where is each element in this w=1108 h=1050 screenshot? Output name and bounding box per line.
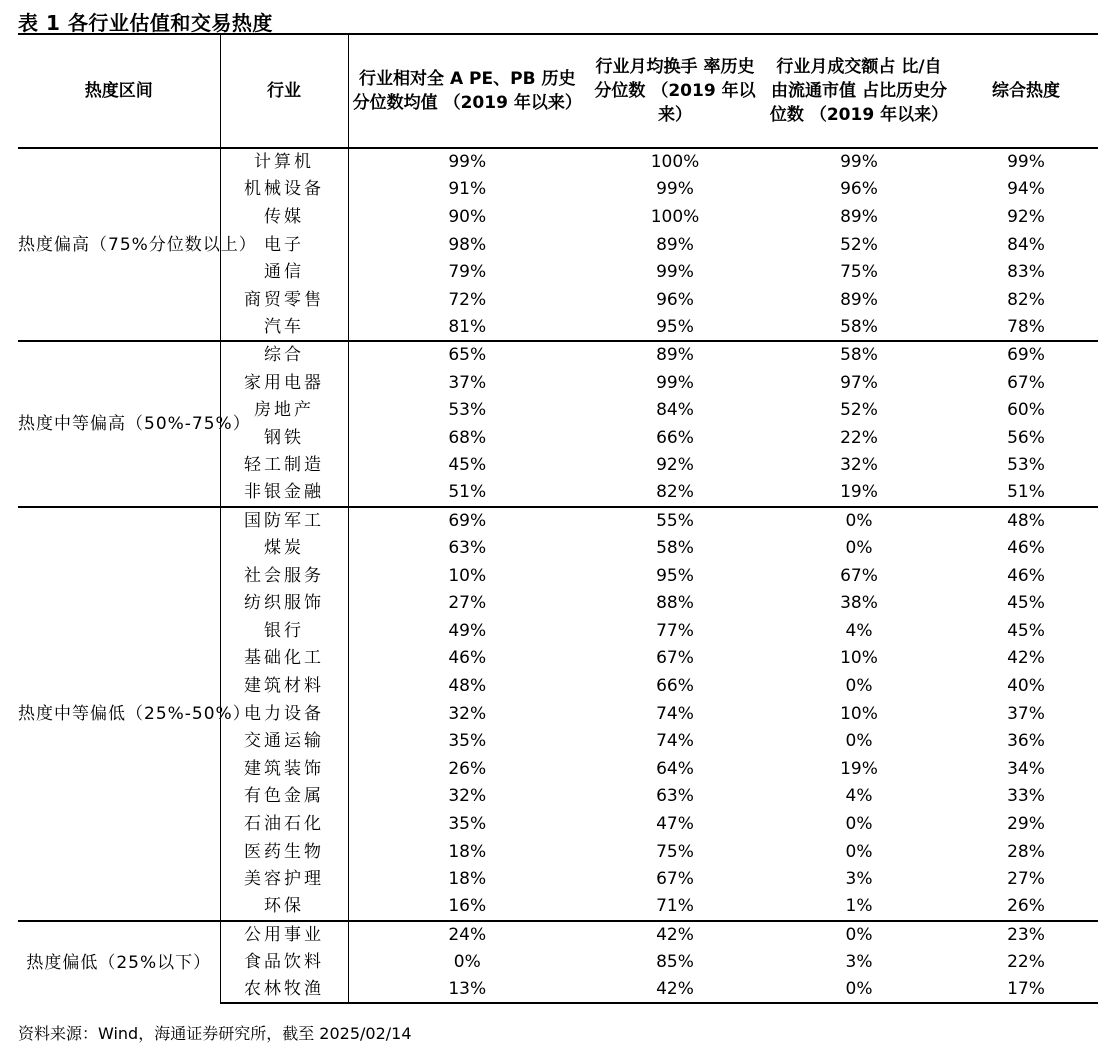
cell-industry: 非银金融 [220,479,348,507]
cell-overall-heat: 67% [1007,372,1045,393]
cell-pe-pb-percentile: 98% [448,234,487,255]
cell-overall-heat: 29% [1007,814,1045,835]
table-row [18,921,1098,949]
cell-volume-percentile: 52% [840,400,878,421]
cell-pe-pb-percentile: 32% [448,786,487,807]
cell-pe-pb-percentile: 65% [348,341,586,369]
cell-industry: 通信 [220,258,348,286]
cell-industry: 煤炭 [220,534,348,562]
cell-industry: 有色金属 [220,783,348,811]
cell-pe-pb-percentile: 91% [448,179,487,200]
cell-pe-pb-percentile: 24% [348,921,586,949]
cell-turnover-percentile: 71% [656,896,694,917]
cell-turnover-percentile: 96% [656,289,694,310]
cell-industry: 美容护理 [220,865,348,893]
cell-volume-percentile: 0% [845,731,873,752]
cell-industry: 计算机 [220,148,348,176]
cell-overall-heat: 46% [1007,538,1045,559]
cell-volume-percentile: 58% [840,316,878,337]
cell-overall-heat: 17% [954,976,1098,1004]
cell-industry: 综合 [220,341,348,369]
cell-overall-heat: 94% [1007,179,1045,200]
cell-pe-pb-percentile: 63% [448,538,487,559]
cell-industry: 房地产 [220,396,348,424]
cell-turnover-percentile: 89% [656,234,694,255]
heat-range-group-label: 热度中等偏低（25%-50%） [18,507,220,921]
cell-turnover-percentile: 64% [656,758,694,779]
cell-pe-pb-percentile: 46% [448,648,487,669]
cell-overall-heat: 37% [1007,703,1045,724]
cell-overall-heat: 84% [1007,234,1045,255]
cell-volume-percentile: 19% [840,482,878,503]
cell-overall-heat: 42% [1007,648,1045,669]
table-title: 表 1 各行业估值和交易热度 [18,11,273,35]
cell-industry: 医药生物 [220,838,348,866]
cell-turnover-percentile: 77% [656,620,694,641]
cell-industry: 社会服务 [220,562,348,590]
cell-turnover-percentile: 63% [656,786,694,807]
cell-industry: 汽车 [220,314,348,342]
cell-pe-pb-percentile: 69% [348,507,586,535]
cell-industry: 公用事业 [220,921,348,949]
cell-volume-percentile: 75% [840,262,878,283]
industry-heat-table [18,33,1098,1004]
cell-pe-pb-percentile: 35% [448,731,487,752]
cell-turnover-percentile: 89% [586,341,764,369]
cell-overall-heat: 83% [1007,262,1045,283]
cell-pe-pb-percentile: 13% [348,976,586,1004]
heat-range-group-label: 热度偏高（75%分位数以上） [18,148,220,341]
cell-industry: 机械设备 [220,176,348,204]
cell-pe-pb-percentile: 45% [448,455,487,476]
cell-overall-heat: 40% [1007,676,1045,697]
header-overall-heat: 综合热度 [954,34,1098,148]
cell-volume-percentile: 38% [840,593,878,614]
cell-pe-pb-percentile: 53% [448,400,487,421]
cell-turnover-percentile: 66% [656,427,694,448]
cell-turnover-percentile: 95% [656,316,694,337]
cell-overall-heat: 28% [1007,841,1045,862]
cell-overall-heat: 48% [954,507,1098,535]
cell-volume-percentile: 58% [764,341,954,369]
cell-pe-pb-percentile: 68% [448,427,487,448]
cell-volume-percentile: 3% [845,869,873,890]
cell-volume-percentile: 10% [840,703,878,724]
cell-industry: 商贸零售 [220,286,348,314]
cell-pe-pb-percentile: 18% [448,869,487,890]
cell-overall-heat: 45% [1007,620,1045,641]
cell-pe-pb-percentile: 27% [448,593,487,614]
cell-industry: 电力设备 [220,700,348,728]
cell-pe-pb-percentile: 37% [448,372,487,393]
cell-pe-pb-percentile: 18% [448,841,487,862]
cell-volume-percentile: 89% [840,206,878,227]
heat-range-group-label: 热度偏低（25%以下） [18,921,220,1004]
cell-pe-pb-percentile: 99% [348,148,586,176]
cell-turnover-percentile: 55% [586,507,764,535]
cell-industry: 轻工制造 [220,452,348,480]
cell-volume-percentile: 0% [764,507,954,535]
cell-turnover-percentile: 42% [586,921,764,949]
cell-pe-pb-percentile: 72% [448,289,487,310]
cell-volume-percentile: 4% [845,786,873,807]
cell-turnover-percentile: 66% [656,676,694,697]
cell-pe-pb-percentile: 0% [453,952,481,973]
header-row [18,34,1098,148]
cell-industry: 食品饮料 [220,948,348,976]
cell-volume-percentile: 97% [840,372,878,393]
cell-turnover-percentile: 47% [656,814,694,835]
table-row [18,507,1098,535]
cell-industry: 建筑装饰 [220,755,348,783]
cell-turnover-percentile: 95% [656,565,694,586]
header-pe-pb-percentile: 行业相对全 A PE、PB 历史分位数均值 （2019 年以来） [348,34,586,148]
cell-industry: 传媒 [220,203,348,231]
cell-overall-heat: 22% [1007,952,1045,973]
cell-overall-heat: 26% [1007,896,1045,917]
cell-industry: 石油石化 [220,810,348,838]
source-note: 资料来源：Wind，海通证券研究所，截至 2025/02/14 [18,1024,412,1043]
cell-turnover-percentile: 75% [656,841,694,862]
cell-volume-percentile: 22% [840,427,878,448]
header-industry: 行业 [220,34,348,148]
cell-turnover-percentile: 92% [656,455,694,476]
heat-range-group-label: 热度中等偏高（50%-75%） [18,341,220,507]
cell-turnover-percentile: 67% [656,869,694,890]
cell-pe-pb-percentile: 49% [448,620,487,641]
cell-industry: 农林牧渔 [220,976,348,1004]
cell-pe-pb-percentile: 26% [448,758,487,779]
cell-pe-pb-percentile: 90% [448,206,487,227]
cell-turnover-percentile: 100% [650,206,700,227]
cell-volume-percentile: 4% [845,620,873,641]
cell-overall-heat: 45% [1007,593,1045,614]
cell-industry: 电子 [220,231,348,259]
cell-volume-percentile: 32% [840,455,878,476]
cell-pe-pb-percentile: 16% [448,896,487,917]
cell-volume-percentile: 96% [840,179,878,200]
cell-turnover-percentile: 67% [656,648,694,669]
cell-volume-percentile: 0% [764,976,954,1004]
cell-overall-heat: 56% [1007,427,1045,448]
cell-volume-percentile: 0% [845,841,873,862]
cell-turnover-percentile: 100% [586,148,764,176]
cell-overall-heat: 51% [1007,482,1045,503]
cell-pe-pb-percentile: 48% [448,676,487,697]
cell-pe-pb-percentile: 79% [448,262,487,283]
cell-turnover-percentile: 74% [656,703,694,724]
cell-volume-percentile: 52% [840,234,878,255]
cell-turnover-percentile: 84% [656,400,694,421]
cell-overall-heat: 46% [1007,565,1045,586]
cell-overall-heat: 69% [954,341,1098,369]
cell-turnover-percentile: 82% [656,482,694,503]
cell-turnover-percentile: 42% [586,976,764,1004]
cell-turnover-percentile: 99% [656,262,694,283]
cell-turnover-percentile: 58% [656,538,694,559]
cell-industry: 银行 [220,617,348,645]
cell-pe-pb-percentile: 10% [448,565,487,586]
cell-volume-percentile: 89% [840,289,878,310]
cell-volume-percentile: 19% [840,758,878,779]
cell-volume-percentile: 99% [764,148,954,176]
header-volume-percentile: 行业月成交额占 比/自由流通市值 占比历史分位数 （2019 年以来） [764,34,954,148]
cell-turnover-percentile: 74% [656,731,694,752]
cell-industry: 建筑材料 [220,672,348,700]
cell-overall-heat: 60% [1007,400,1045,421]
cell-industry: 钢铁 [220,424,348,452]
cell-turnover-percentile: 85% [656,952,694,973]
cell-overall-heat: 27% [1007,869,1045,890]
cell-volume-percentile: 0% [845,814,873,835]
cell-pe-pb-percentile: 81% [448,316,487,337]
cell-volume-percentile: 1% [845,896,873,917]
cell-overall-heat: 99% [954,148,1098,176]
cell-overall-heat: 92% [1007,206,1045,227]
table-body [18,148,1098,1003]
cell-overall-heat: 23% [954,921,1098,949]
cell-industry: 国防军工 [220,507,348,535]
cell-turnover-percentile: 99% [656,179,694,200]
cell-overall-heat: 53% [1007,455,1045,476]
cell-overall-heat: 33% [1007,786,1045,807]
header-turnover-percentile: 行业月均换手 率历史分位数 （2019 年以来） [586,34,764,148]
cell-industry: 环保 [220,893,348,921]
cell-volume-percentile: 0% [764,921,954,949]
cell-turnover-percentile: 99% [656,372,694,393]
cell-pe-pb-percentile: 32% [448,703,487,724]
cell-overall-heat: 82% [1007,289,1045,310]
cell-volume-percentile: 10% [840,648,878,669]
cell-overall-heat: 36% [1007,731,1045,752]
cell-volume-percentile: 3% [845,952,873,973]
table-row [18,148,1098,176]
cell-industry: 家用电器 [220,369,348,397]
cell-industry: 交通运输 [220,727,348,755]
table-row [18,341,1098,369]
cell-industry: 纺织服饰 [220,590,348,618]
cell-pe-pb-percentile: 35% [448,814,487,835]
cell-pe-pb-percentile: 51% [448,482,487,503]
cell-volume-percentile: 0% [845,676,873,697]
cell-industry: 基础化工 [220,645,348,673]
cell-overall-heat: 34% [1007,758,1045,779]
cell-volume-percentile: 67% [840,565,878,586]
header-heat-range: 热度区间 [18,34,220,148]
cell-turnover-percentile: 88% [656,593,694,614]
cell-volume-percentile: 0% [845,538,873,559]
cell-overall-heat: 78% [1007,316,1045,337]
